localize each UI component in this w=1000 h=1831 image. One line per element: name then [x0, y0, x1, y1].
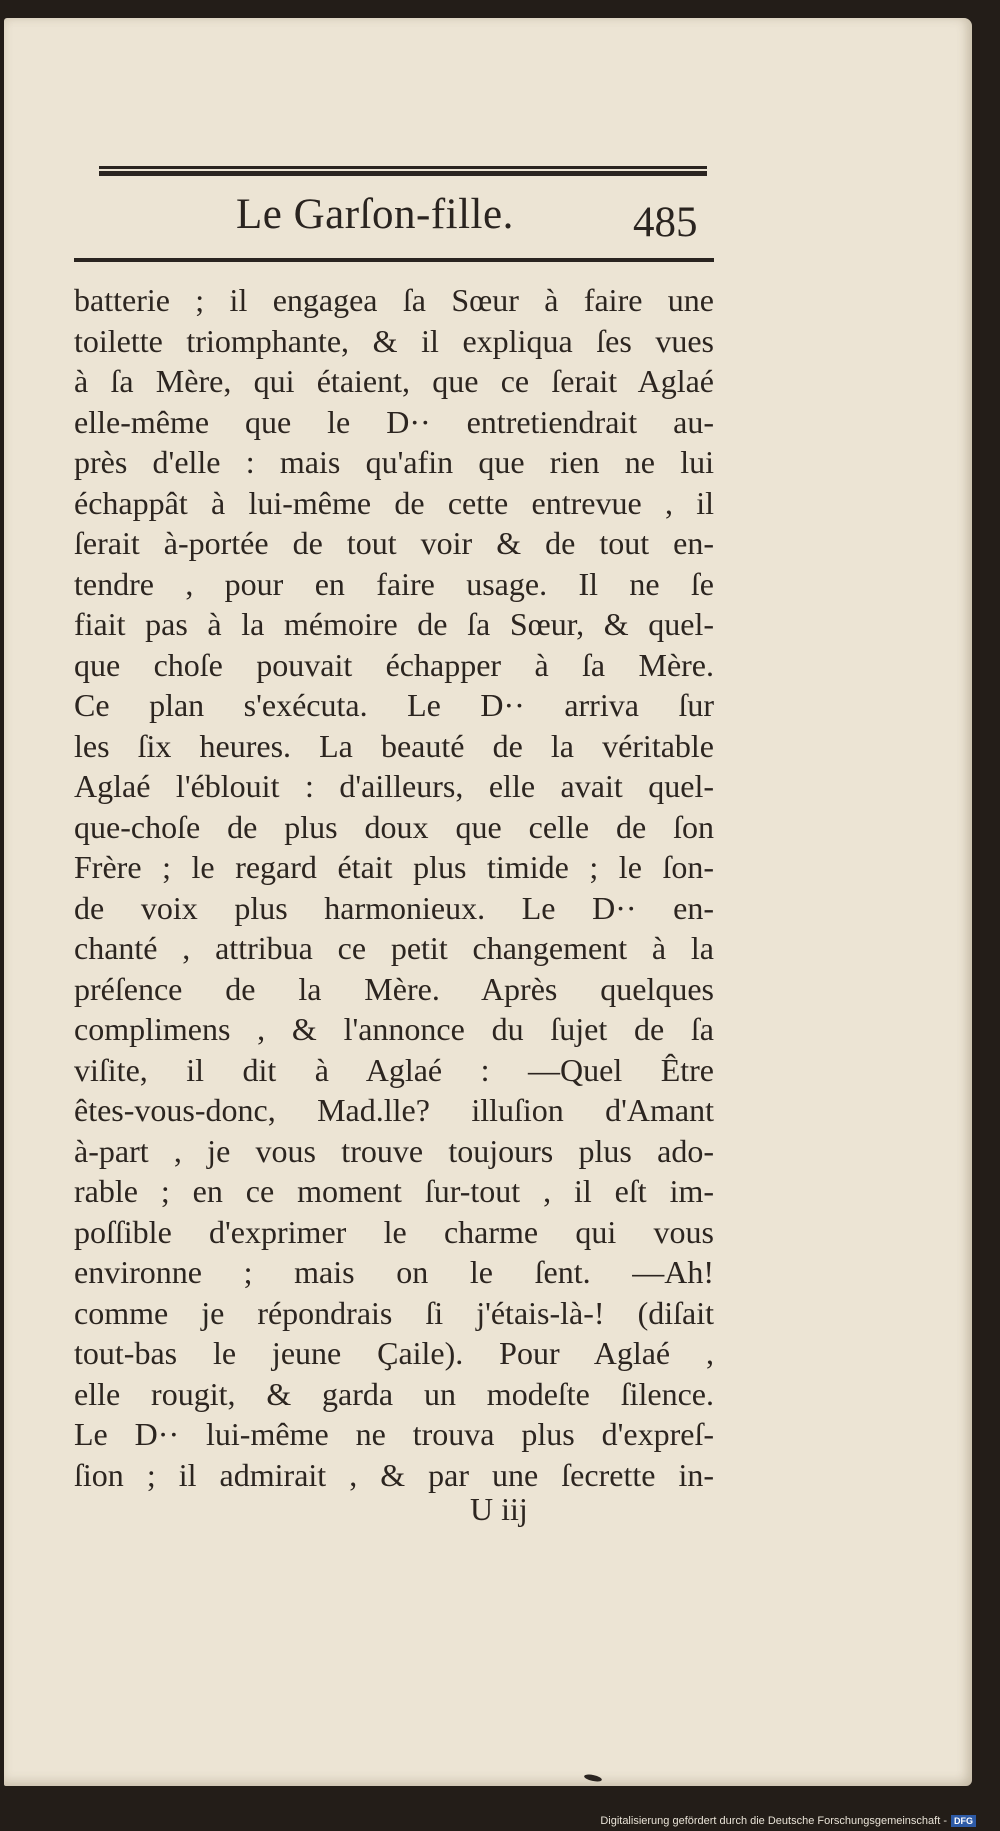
text-line: toilette triomphante, & il expliqua ſes vues — [74, 322, 714, 359]
body-text — [74, 280, 714, 1495]
text-line: Le D·· lui-même ne trouva plus d'expreſ- — [74, 1416, 714, 1452]
text-line: de voix plus harmonieux. Le D·· en- — [74, 889, 714, 926]
text-line: échappât à lui-même de cette entrevue , il — [74, 484, 714, 521]
header-rule-thin — [99, 166, 707, 169]
text-line: Aglaé l'éblouit : d'ailleurs, elle avait quel- — [74, 768, 714, 804]
dfg-logo: DFG — [951, 1815, 976, 1827]
text-line: que choſe pouvait échapper à ſa Mère. — [74, 646, 714, 683]
text-line: à-part , je vous trouve toujours plus ado- — [74, 1132, 714, 1169]
text-line: tendre , pour en faire usage. Il ne ſe — [74, 565, 714, 602]
signature-mark: U iij — [470, 1491, 528, 1527]
book-page — [4, 18, 972, 1786]
digitization-credit — [600, 1815, 976, 1827]
text-line: elle-même que le D·· entretiendrait au- — [74, 403, 714, 440]
running-title: Le Garſon-fille. — [236, 191, 514, 238]
text-line: que-choſe de plus doux que celle de ſon — [74, 808, 714, 845]
text-line: chanté , attribua ce petit changement à la — [74, 930, 714, 966]
header-rule-bottom — [74, 258, 714, 262]
text-line: poſſible d'exprimer le charme qui vous — [74, 1213, 714, 1250]
text-line: elle rougit, & garda un modeſte ſilence. — [74, 1375, 714, 1412]
text-line: tout-bas le jeune Ҫaile). Pour Aglaé , — [74, 1335, 714, 1371]
ink-smudge — [584, 1773, 603, 1783]
text-line: fiait pas à la mémoire de ſa Sœur, & quel- — [74, 606, 714, 642]
text-line: près d'elle : mais qu'afin que rien ne lui — [74, 444, 714, 480]
text-line: batterie ; il engagea ſa Sœur à faire une — [74, 282, 714, 318]
text-line: ſion ; il admirait , & par une ſecrette in- — [74, 1456, 714, 1493]
text-line: à ſa Mère, qui étaient, que ce ſerait Aglaé — [74, 363, 714, 399]
text-line: Frère ; le regard était plus timide ; le ſon- — [74, 849, 714, 885]
text-line: viſite, il dit à Aglaé : —Quel Être — [74, 1051, 714, 1088]
text-line: Ce plan s'exécuta. Le D·· arriva ſur — [74, 687, 714, 723]
text-line: complimens , & l'annonce du ſujet de ſa — [74, 1011, 714, 1047]
text-line: comme je répondrais ſi j'étais-là-! (diſait — [74, 1294, 714, 1331]
page-number: 485 — [633, 199, 698, 246]
text-line: les ſix heures. La beauté de la véritable — [74, 727, 714, 764]
header-rule-thick — [99, 171, 707, 176]
text-line: ſerait à-portée de tout voir & de tout en- — [74, 525, 714, 561]
text-line: environne ; mais on le ſent. —Ah! — [74, 1254, 714, 1290]
text-line: êtes-vous-donc, Mad.lle? illuſion d'Amant — [74, 1092, 714, 1128]
credit-text: Digitalisierung gefördert durch die Deutsche Forschungsgemeinschaft - — [600, 1814, 947, 1827]
text-line: rable ; en ce moment ſur-tout , il eſt im- — [74, 1173, 714, 1209]
text-line: préſence de la Mère. Après quelques — [74, 970, 714, 1007]
